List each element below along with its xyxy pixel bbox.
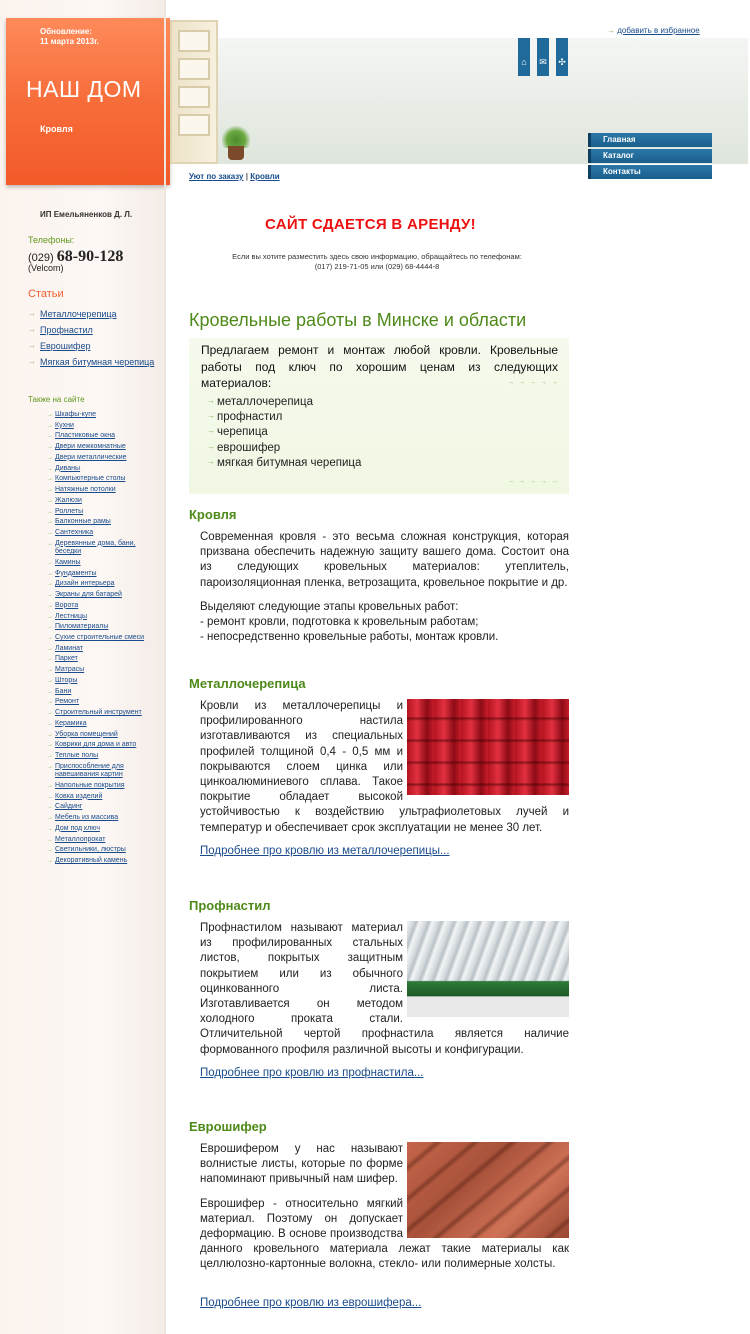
more-prof-link[interactable]: Подробнее про кровлю из профнастила... xyxy=(200,1067,424,1079)
list-item xyxy=(47,613,157,621)
site-link[interactable]: Натяжные потолки xyxy=(55,486,116,494)
site-link[interactable]: Декоративный камень xyxy=(55,856,128,864)
site-link[interactable]: Камины xyxy=(55,558,81,566)
page-title: Кровельные работы в Минске и области xyxy=(189,310,527,330)
list-item xyxy=(47,763,157,780)
section-title-euro: Еврошифер xyxy=(189,1119,267,1134)
site-link[interactable]: Сухие строительные смеси xyxy=(55,633,145,641)
current-section: Кровля xyxy=(40,124,73,134)
list-item xyxy=(47,580,157,588)
list-item xyxy=(47,559,157,567)
phones-label: Телефоны: xyxy=(28,235,75,245)
paragraph: Еврошифер - относительно мягкий материал. Поэтому он допускает деформацию. В основе производства данного кровельного материала лежат такие материалы как целлюлозно-картонные волокна, стекло- или полимерные холсты. xyxy=(200,1197,569,1271)
list-item xyxy=(47,709,157,717)
decorative-arrows: → → → → → xyxy=(507,478,559,485)
site-link[interactable]: Ламинат xyxy=(55,644,84,652)
site-link[interactable]: Пиломатериалы xyxy=(55,623,109,631)
site-link[interactable]: Деревянные дома, бани, беседки xyxy=(55,539,136,556)
list-item xyxy=(47,570,157,578)
paragraph: Профнастилом называют материал из профилированных стальных листов, покрытых защитным покрытием или из обычного оцинкованного листа. Изготавливается он методом холодного проката стали. Отличительной чертой профнастила является наличие формованного профиля различной высоты и конфигурации. xyxy=(200,922,569,1056)
site-link[interactable]: Теплые полы xyxy=(55,752,99,760)
site-link[interactable]: Керамика xyxy=(55,719,87,727)
list-item xyxy=(47,529,157,537)
plant-illustration xyxy=(222,122,250,148)
more-euro-link[interactable]: Подробнее про кровлю из еврошифера... xyxy=(200,1297,422,1309)
list-item: → черепица xyxy=(207,425,361,440)
breadcrumb-item[interactable]: Кровли xyxy=(250,172,280,181)
list-item: → металлочерепица xyxy=(207,395,361,410)
owner-name: ИП Емельяненков Д. Л. xyxy=(40,210,133,219)
list-item xyxy=(47,508,157,516)
site-link[interactable]: Ворота xyxy=(55,601,79,609)
phone-operator: (Velcom) xyxy=(28,263,64,273)
profnastil-image xyxy=(407,921,569,1017)
main-nav xyxy=(588,133,712,181)
list-item xyxy=(47,432,157,440)
site-link[interactable]: Двери металлические xyxy=(55,453,127,461)
list-item xyxy=(47,411,157,419)
list-item xyxy=(47,814,157,822)
mail-icon[interactable]: ✉ xyxy=(537,38,549,76)
site-link[interactable]: Матрасы xyxy=(55,666,85,674)
list-item xyxy=(47,666,157,674)
list-item xyxy=(47,782,157,790)
site-link[interactable]: Пластиковые окна xyxy=(55,432,115,440)
site-link[interactable]: Дом под ключ xyxy=(55,824,100,832)
materials-list xyxy=(207,395,361,471)
eurosheet-image xyxy=(407,1142,569,1238)
arrow-icon: → xyxy=(607,26,615,35)
paragraph: Еврошифером у нас называют волнистые листы, которые по форме напоминают привычный нам шифер. xyxy=(200,1143,403,1186)
list-item: → профнастил xyxy=(207,410,361,425)
site-link[interactable]: Металлопрокат xyxy=(55,835,106,843)
site-link[interactable]: Светильники, люстры xyxy=(55,846,126,854)
site-link[interactable]: Напольные покрытия xyxy=(55,781,125,789)
list-item xyxy=(47,677,157,685)
articles-title: Статьи xyxy=(28,288,64,300)
site-link[interactable]: Жалюзи xyxy=(55,496,82,504)
site-link[interactable]: Паркет xyxy=(55,655,78,663)
list-item xyxy=(47,634,157,642)
breadcrumb-separator: | xyxy=(245,172,248,181)
section-text-euro xyxy=(200,1142,569,1282)
list-item xyxy=(47,793,157,801)
site-link[interactable]: Уборка помещений xyxy=(55,730,118,738)
list-item xyxy=(47,443,157,451)
nav-catalog[interactable]: Каталог xyxy=(588,149,712,163)
list-item xyxy=(47,602,157,610)
update-label: Обновление: xyxy=(40,27,92,36)
section-text-metal xyxy=(200,699,569,836)
list-item xyxy=(47,497,157,505)
article-link[interactable]: Мягкая битумная черепица xyxy=(40,357,155,367)
site-link[interactable]: Диваны xyxy=(55,464,81,472)
site-link[interactable]: Бани xyxy=(55,687,72,695)
logo-block[interactable] xyxy=(6,18,170,185)
list-item xyxy=(47,645,157,653)
list-item xyxy=(28,341,158,351)
site-link[interactable]: Фундаменты xyxy=(55,569,97,577)
sitemap-icon[interactable]: ✣ xyxy=(556,38,568,76)
list-item xyxy=(47,752,157,760)
section-title-roof: Кровля xyxy=(189,507,237,522)
paragraph: - непосредственно кровельные работы, монтаж кровли. xyxy=(200,631,499,644)
intro-text: Предлагаем ремонт и монтаж любой кровли. Кровельные работы под ключ по хорошим ценам из следующих материалов: xyxy=(201,343,558,390)
list-item xyxy=(47,731,157,739)
list-item xyxy=(47,825,157,833)
site-link[interactable]: Дизайн интерьера xyxy=(55,580,115,588)
advert-title: САЙТ СДАЕТСЯ В АРЕНДУ! xyxy=(265,216,476,233)
list-item xyxy=(47,836,157,844)
breadcrumb-item[interactable]: Уют по заказу xyxy=(189,172,244,181)
list-item xyxy=(47,623,157,631)
paragraph: Современная кровля - это весьма сложная конструкция, которая призвана обеспечить надежную защиту вашего дома. Состоит она из следующих кровельных материалов: утеплитель, пароизоляционная пленка, ветрозащита, кровельное покрытие и др. xyxy=(200,531,569,589)
site-link[interactable]: Сантехника xyxy=(55,529,94,537)
section-text-prof xyxy=(200,921,569,1058)
list-item xyxy=(47,803,157,811)
site-link[interactable]: Сайдинг xyxy=(55,803,83,811)
list-item xyxy=(47,454,157,462)
article-link[interactable]: Металлочерепица xyxy=(40,309,117,319)
metal-tile-image xyxy=(407,699,569,795)
site-link[interactable]: Строительный инструмент xyxy=(55,709,142,717)
site-link[interactable]: Приспособление для навешивания картин xyxy=(55,762,124,779)
phone-code: (029) xyxy=(28,252,54,264)
site-link[interactable]: Шторы xyxy=(55,676,78,684)
site-link[interactable]: Лестницы xyxy=(55,612,88,620)
site-link[interactable]: Мебель из массива xyxy=(55,814,119,822)
breadcrumb xyxy=(189,172,280,181)
article-link[interactable]: Еврошифер xyxy=(40,341,91,351)
phone-main: 68-90-128 xyxy=(56,248,124,265)
list-item xyxy=(47,688,157,696)
list-item xyxy=(47,591,157,599)
also-title: Также на сайте xyxy=(28,395,85,404)
advert-text: Если вы хотите разместить здесь свою информацию, обращайтесь по телефонам: (017) 219-71-05 или (029) 68-4444-8 xyxy=(232,252,522,271)
intro-box xyxy=(189,338,569,494)
site-link[interactable]: Роллеты xyxy=(55,507,84,515)
list-item: → мягкая битумная черепица xyxy=(207,456,361,471)
plant-pot xyxy=(228,146,244,160)
site-logo[interactable]: НАШ ДОМ xyxy=(26,76,142,102)
left-sidebar xyxy=(0,0,166,1334)
list-item xyxy=(47,540,157,557)
decorative-arrows: → → → → → xyxy=(507,379,559,386)
add-to-favorites[interactable] xyxy=(607,26,700,35)
list-item xyxy=(28,357,158,367)
also-list xyxy=(47,411,157,868)
list-item xyxy=(28,325,158,335)
update-date: 11 марта 2013г. xyxy=(40,37,99,46)
list-item xyxy=(47,720,157,728)
list-item xyxy=(47,655,157,663)
site-link[interactable]: Двери межкомнатные xyxy=(55,443,126,451)
favorites-link[interactable]: добавить в избранное xyxy=(617,26,700,35)
site-link[interactable]: Балконные рамы xyxy=(55,518,111,526)
site-link[interactable]: Кухни xyxy=(55,421,74,429)
paragraph: - ремонт кровли, подготовка к кровельным работам; xyxy=(200,616,479,629)
nav-contacts[interactable]: Контакты xyxy=(588,165,712,179)
list-item xyxy=(47,741,157,749)
list-item xyxy=(47,486,157,494)
list-item xyxy=(47,846,157,854)
section-title-metal: Металлочерепица xyxy=(189,676,306,691)
site-link[interactable]: Компьютерные столы xyxy=(55,475,126,483)
site-link[interactable]: Ковка изделий xyxy=(55,792,103,800)
paragraph: Кровли из металлочерепицы и профилированного настила изготавливаются из специальных профилей толщиной 0,4 - 0,5 мм и покрываются слоем цинка или цинкоалюминиевого сплава. Такое покрытие обладает высокой устойчивостью к воздействию ультрафиолетовых лучей и температур и обеспечивает срок эксплуатации не менее 30 лет. xyxy=(200,700,569,834)
list-item xyxy=(28,309,158,319)
paragraph: Выделяют следующие этапы кровельных работ: xyxy=(200,600,459,613)
article-link[interactable]: Профнастил xyxy=(40,325,93,335)
more-metal-link[interactable]: Подробнее про кровлю из металлочерепицы... xyxy=(200,845,450,857)
list-item xyxy=(47,518,157,526)
list-item: → еврошифер xyxy=(207,441,361,456)
site-link[interactable]: Коврики для дома и авто xyxy=(55,741,137,749)
site-link[interactable]: Экраны для батарей xyxy=(55,591,122,599)
door-illustration xyxy=(170,20,218,164)
list-item xyxy=(47,465,157,473)
articles-list xyxy=(28,309,158,373)
home-icon[interactable]: ⌂ xyxy=(518,38,530,76)
nav-home[interactable]: Главная xyxy=(588,133,712,147)
site-link[interactable]: Ремонт xyxy=(55,698,80,706)
section-title-prof: Профнастил xyxy=(189,898,271,913)
list-item xyxy=(47,422,157,430)
list-item xyxy=(47,857,157,865)
list-item xyxy=(47,475,157,483)
list-item xyxy=(47,698,157,706)
site-link[interactable]: Шкафы-купе xyxy=(55,411,96,418)
section-text-roof xyxy=(200,530,569,645)
